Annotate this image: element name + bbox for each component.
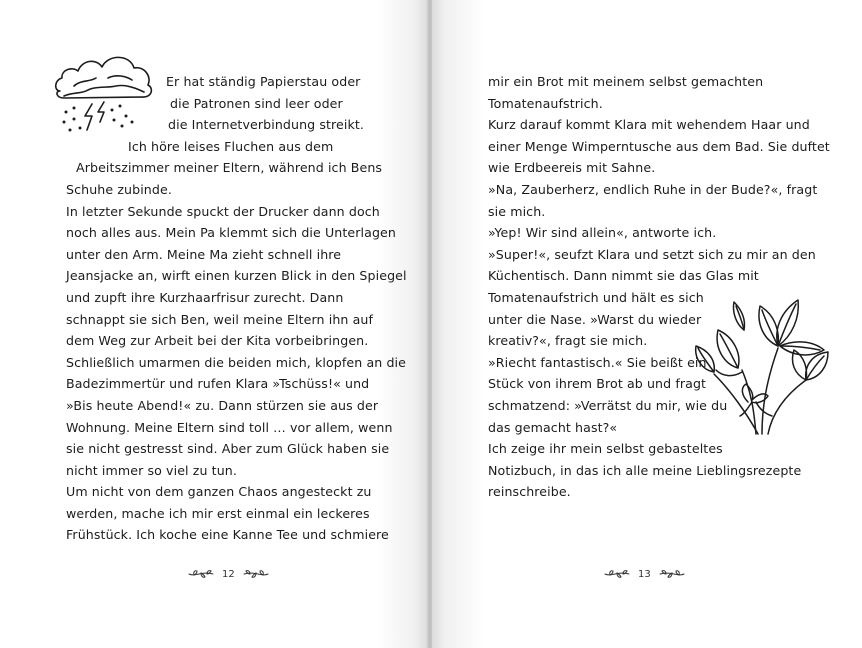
text-line: Schließlich umarmen die beiden mich, klopfen an die: [66, 354, 407, 370]
text-line: Frühstück. Ich koche eine Kanne Tee und schmiere: [66, 527, 389, 543]
text-line: schnappt sie sich Ben, weil meine Eltern ihn auf: [66, 311, 374, 327]
text-line: sie mich.: [488, 203, 546, 219]
left-page-text: [66, 71, 406, 546]
page-footer-right: [604, 568, 685, 580]
text-line: Ich höre leises Fluchen aus dem: [128, 138, 334, 154]
page-number: 13: [638, 568, 651, 580]
text-line: Stück von ihrem Brot ab und fragt: [488, 376, 707, 392]
text-line: »Yep! Wir sind allein«, antworte ich.: [488, 225, 717, 241]
page-footer-left: [188, 568, 269, 580]
text-line: »Riecht fantastisch.« Sie beißt ein: [488, 354, 707, 370]
text-line: Jeansjacke an, wirft einen kurzen Blick in den Spiegel: [66, 268, 407, 284]
text-line: unter die Nase. »Warst du wieder: [488, 311, 702, 327]
text-line: die Internetverbindung streikt.: [168, 117, 365, 133]
text-line: Küchentisch. Dann nimmt sie das Glas mit: [488, 268, 759, 284]
herb-bouquet-icon: [694, 284, 834, 436]
leaf-vine-icon: [188, 568, 214, 580]
text-line: Tomatenaufstrich.: [488, 95, 603, 111]
text-line: Ich zeige ihr mein selbst gebasteltes: [488, 441, 723, 457]
text-line: dem Weg zur Arbeit bei der Kita vorbeibringen.: [66, 333, 369, 349]
text-line: nicht immer so viel zu tun.: [66, 462, 237, 478]
text-line: »Super!«, seufzt Klara und setzt sich zu mir an den: [488, 246, 816, 262]
text-line: einer Menge Wimperntusche aus dem Bad. Sie duftet: [488, 138, 830, 154]
text-line: Notizbuch, in das ich alle meine Lieblingsrezepte: [488, 462, 802, 478]
text-line: Arbeitszimmer meiner Eltern, während ich Bens: [76, 160, 383, 176]
text-line: Schuhe zubinde.: [66, 181, 172, 197]
text-line: Badezimmertür und rufen Klara »Tschüss!« und: [66, 376, 370, 392]
text-line: Wohnung. Meine Eltern sind toll … vor allem, wenn: [66, 419, 393, 435]
text-line: Tomatenaufstrich und hält es sich: [488, 289, 704, 305]
text-line: Er hat ständig Papierstau oder: [166, 74, 361, 89]
right-page: [432, 0, 862, 648]
text-line: unter den Arm. Meine Ma zieht schnell ihre: [66, 246, 342, 262]
text-line: noch alles aus. Mein Pa klemmt sich die Unterlagen: [66, 225, 396, 241]
text-line: das gemacht hast?«: [488, 419, 618, 435]
leaf-vine-icon: [243, 568, 269, 580]
text-line: schmatzend: »Verrätst du mir, wie du: [488, 397, 728, 413]
page-number: 12: [222, 568, 235, 580]
text-line: sie nicht gestresst sind. Aber zum Glück haben sie: [66, 441, 390, 457]
text-line: kreativ?«, fragt sie mich.: [488, 333, 648, 349]
text-line: »Bis heute Abend!« zu. Dann stürzen sie aus der: [66, 397, 379, 413]
leaf-vine-icon: [604, 568, 630, 580]
text-line: werden, mache ich mir erst einmal ein leckeres: [66, 505, 370, 521]
text-line: die Patronen sind leer oder: [170, 95, 343, 111]
text-line: Kurz darauf kommt Klara mit wehendem Haar und: [488, 117, 810, 133]
text-line: reinschreibe.: [488, 484, 571, 500]
text-line: wie Erdbeereis mit Sahne.: [488, 160, 656, 176]
text-line: mir ein Brot mit meinem selbst gemachten: [488, 74, 764, 89]
text-line: Um nicht von dem ganzen Chaos angesteckt zu: [66, 484, 372, 500]
left-page: [0, 0, 428, 648]
text-line: »Na, Zauberherz, endlich Ruhe in der Bude?«, fragt: [488, 181, 818, 197]
text-line: In letzter Sekunde spuckt der Drucker dann doch: [66, 203, 380, 219]
leaf-vine-icon: [659, 568, 685, 580]
text-line: und zupft ihre Kurzhaarfrisur zurecht. Dann: [66, 289, 344, 305]
